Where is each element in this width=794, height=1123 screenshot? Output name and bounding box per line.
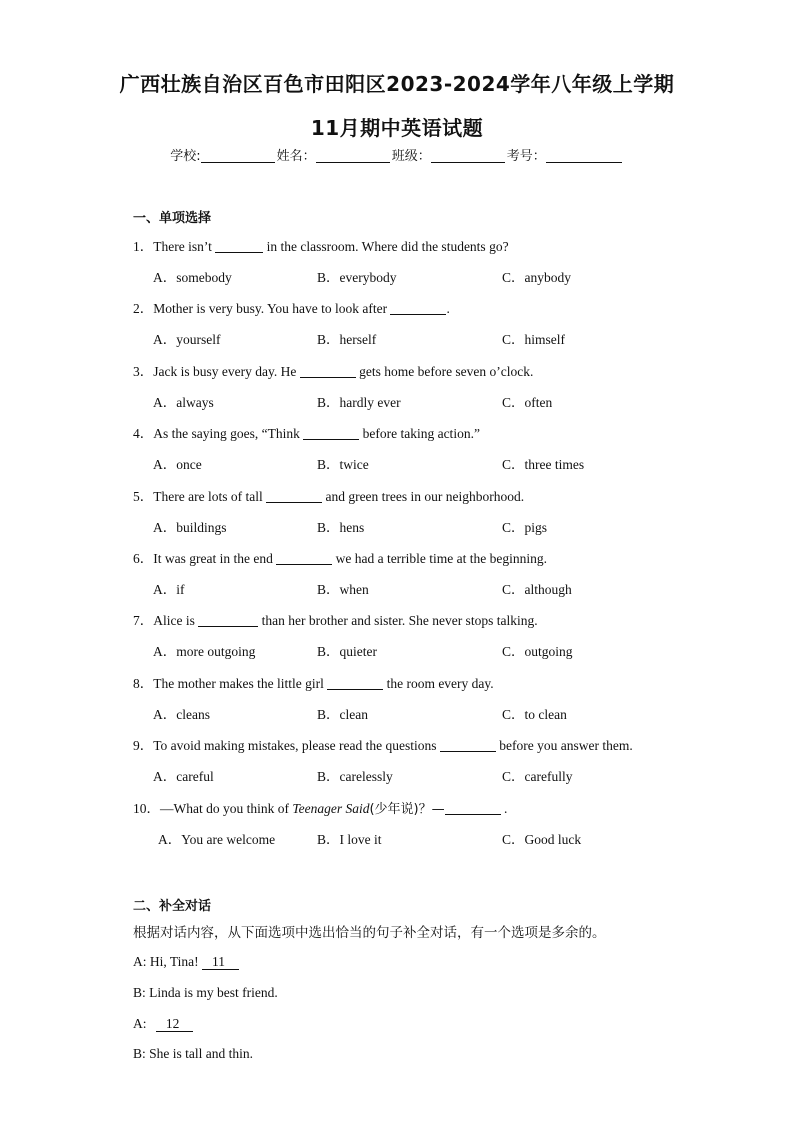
student-info-row — [0, 145, 794, 164]
option-b[interactable]: B．herself — [317, 332, 377, 347]
answer-blank[interactable] — [215, 240, 263, 253]
exam-number-label: 考号： — [506, 149, 546, 164]
question-text-after: than her brother and sister. She never stops talking. — [258, 613, 538, 628]
option-a[interactable]: A．somebody — [153, 270, 232, 285]
option-a[interactable]: A．once — [153, 457, 202, 472]
book-title: Teenager Said — [292, 801, 370, 816]
answer-blank[interactable] — [445, 802, 501, 815]
option-b[interactable]: B．everybody — [317, 270, 397, 285]
answer-blank[interactable] — [276, 552, 332, 565]
question-text-after: . — [446, 301, 450, 316]
question-stem — [133, 797, 507, 817]
question-text-after: before taking action.” — [359, 426, 480, 441]
class-blank[interactable] — [431, 148, 505, 163]
question-number: 5． — [133, 489, 154, 504]
school-blank[interactable] — [201, 148, 275, 163]
book-title-note: (少年说)？— — [369, 802, 445, 817]
option-c[interactable]: C．to clean — [502, 707, 567, 722]
option-b[interactable]: B．I love it — [317, 832, 382, 847]
answer-blank[interactable] — [390, 302, 446, 315]
dialog-blank[interactable]: 12 — [156, 1017, 194, 1032]
dialog-speaker: A: — [133, 954, 150, 969]
class-field — [392, 145, 507, 164]
question-text-after: in the classroom. Where did the students go? — [263, 239, 509, 254]
option-a[interactable]: A．careful — [153, 769, 214, 784]
question-number: 4． — [133, 426, 154, 441]
option-b[interactable]: B．hardly ever — [317, 395, 401, 410]
option-b[interactable]: B．carelessly — [317, 769, 393, 784]
question-text-before: To avoid making mistakes, please read the questions — [153, 738, 440, 753]
exam-number-field — [507, 145, 624, 164]
section-instruction: 根据对话内容，从下面选项中选出恰当的句子补全对话，有一个选项是多余的。 — [133, 925, 606, 941]
question-stem — [133, 734, 633, 754]
question-text-before: There isn’t — [153, 239, 216, 254]
dialog-text: She is tall and thin. — [149, 1046, 254, 1061]
question-text-before: —What do you think of — [160, 801, 293, 816]
question-text-before: Mother is very busy. You have to look after — [153, 301, 391, 316]
question-text-before: Alice is — [153, 613, 199, 628]
option-a[interactable]: A．cleans — [153, 707, 210, 722]
question-number: 3． — [133, 364, 154, 379]
question-text-before: Jack is busy every day. He — [153, 364, 300, 379]
answer-blank[interactable] — [266, 490, 322, 503]
option-c[interactable]: C．three times — [502, 457, 585, 472]
dialog-speaker: B: — [133, 1046, 150, 1061]
dialog-text: Linda is my best friend. — [149, 985, 278, 1000]
answer-blank[interactable] — [440, 739, 496, 752]
question-number: 8． — [133, 676, 154, 691]
question-text-after: . — [500, 801, 508, 816]
option-c[interactable]: C．himself — [502, 332, 565, 347]
name-field — [277, 145, 392, 164]
option-b[interactable]: B．quieter — [317, 644, 377, 659]
option-b[interactable]: B．twice — [317, 457, 369, 472]
option-c[interactable]: C．Good luck — [502, 832, 582, 847]
option-a[interactable]: A．always — [153, 395, 214, 410]
question-text-after: the room every day. — [383, 676, 494, 691]
option-a[interactable]: A．if — [153, 582, 185, 597]
question-stem — [133, 422, 480, 442]
question-number: 6． — [133, 551, 154, 566]
answer-blank[interactable] — [327, 677, 383, 690]
question-text-before: There are lots of tall — [153, 489, 267, 504]
question-text-after: before you answer them. — [495, 738, 633, 753]
question-stem — [133, 297, 450, 317]
question-text-after: and green trees in our neighborhood. — [322, 489, 525, 504]
option-a[interactable]: A．yourself — [153, 332, 221, 347]
option-c[interactable]: C．anybody — [502, 270, 571, 285]
question-stem — [133, 672, 494, 692]
exam-number-blank[interactable] — [546, 148, 622, 163]
option-b[interactable]: B．when — [317, 582, 369, 597]
question-stem — [133, 609, 538, 629]
dialog-line — [133, 985, 278, 1001]
answer-blank[interactable] — [303, 427, 359, 440]
option-c[interactable]: C．pigs — [502, 520, 548, 535]
option-b[interactable]: B．hens — [317, 520, 365, 535]
option-b[interactable]: B．clean — [317, 707, 368, 722]
option-c[interactable]: C．outgoing — [502, 644, 573, 659]
question-stem — [133, 360, 533, 380]
school-label: 学校: — [170, 149, 201, 164]
question-text-before: The mother makes the little girl — [153, 676, 328, 691]
class-label: 班级： — [391, 149, 431, 164]
question-number: 9． — [133, 738, 154, 753]
answer-blank[interactable] — [300, 365, 356, 378]
option-c[interactable]: C．often — [502, 395, 553, 410]
dialog-speaker: B: — [133, 985, 150, 1000]
question-number: 2． — [133, 301, 154, 316]
dialog-speaker: A: — [133, 1016, 150, 1031]
question-text-before: It was great in the end — [153, 551, 277, 566]
question-number: 7． — [133, 613, 154, 628]
option-a[interactable]: A．buildings — [153, 520, 227, 535]
question-number: 10． — [133, 801, 160, 816]
option-c[interactable]: C．carefully — [502, 769, 573, 784]
question-text-after: gets home before seven o’clock. — [355, 364, 534, 379]
dialog-line — [133, 954, 239, 970]
dialog-line — [133, 1016, 193, 1032]
option-c[interactable]: C．although — [502, 582, 572, 597]
question-text-before: As the saying goes, “Think — [153, 426, 304, 441]
name-label: 姓名： — [276, 149, 316, 164]
section-title: 二、补全对话 — [133, 899, 212, 914]
option-a[interactable]: A．more outgoing — [153, 644, 256, 659]
question-stem — [133, 485, 524, 505]
dialog-blank[interactable]: 11 — [202, 955, 239, 970]
question-text-after: we had a terrible time at the beginning. — [332, 551, 548, 566]
option-a[interactable]: A．You are welcome — [158, 832, 276, 847]
dialog-text: Hi, Tina! — [149, 954, 203, 969]
question-number: 1． — [133, 239, 154, 254]
page-title-line2: 11月期中英语试题 — [310, 116, 484, 140]
dialog-line — [133, 1046, 253, 1062]
name-blank[interactable] — [316, 148, 390, 163]
school-field — [170, 145, 276, 164]
question-stem — [133, 547, 547, 567]
section-title: 一、单项选择 — [133, 211, 212, 226]
page-title-line1: 广西壮族自治区百色市田阳区2023-2024学年八年级上学期 — [119, 72, 675, 96]
question-stem — [133, 235, 509, 255]
answer-blank[interactable] — [198, 614, 258, 627]
